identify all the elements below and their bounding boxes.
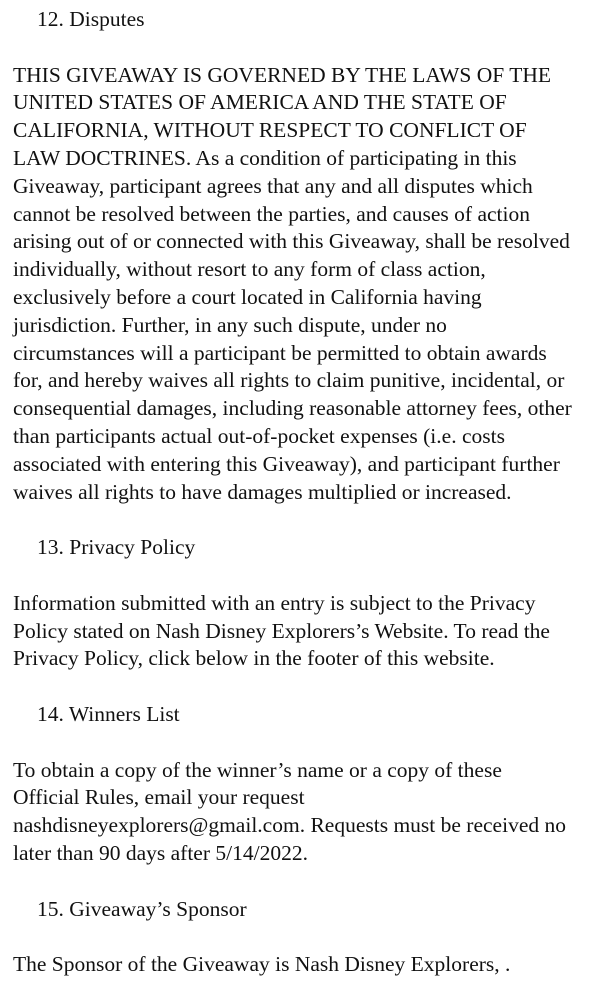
disputes-paragraph: [13, 62, 600, 507]
section-heading-giveaway-sponsor: 15. Giveaway’s Sponsor: [37, 896, 247, 921]
section-heading-winners-list: 14. Winners List: [37, 701, 180, 726]
rules-document: [13, 6, 600, 979]
spacer: [13, 562, 600, 590]
text-line: associated with entering this Giveaway), and participant further: [13, 451, 560, 476]
spacer: [13, 673, 600, 701]
text-line: Giveaway, participant agrees that any and all disputes which: [13, 173, 533, 198]
text-line: Official Rules, email your request: [13, 785, 305, 810]
text-line: waives all rights to have damages multiplied or increased.: [13, 479, 512, 504]
text-line: circumstances will a participant be permitted to obtain awards: [13, 340, 547, 365]
text-line: UNITED STATES OF AMERICA AND THE STATE OF: [13, 90, 507, 115]
spacer: [13, 923, 600, 951]
email-line[interactable]: nashdisneyexplorers@gmail.com. Requests must be received no: [13, 813, 566, 838]
text-line: The Sponsor of the Giveaway is Nash Disney Explorers, .: [13, 952, 511, 977]
section-heading-disputes: 12. Disputes: [37, 7, 145, 31]
text-line: cannot be resolved between the parties, and causes of action: [13, 201, 530, 226]
text-line: exclusively before a court located in California having: [13, 284, 482, 309]
sponsor-paragraph: [13, 951, 600, 979]
spacer: [13, 506, 600, 534]
text-line: THIS GIVEAWAY IS GOVERNED BY THE LAWS OF THE: [13, 62, 552, 87]
winners-paragraph: [13, 757, 600, 868]
text-line: consequential damages, including reasonable attorney fees, other: [13, 396, 572, 421]
spacer: [13, 868, 600, 896]
section-heading-privacy-policy: 13. Privacy Policy: [37, 535, 196, 560]
text-line: arising out of or connected with this Giveaway, shall be resolved: [13, 229, 570, 254]
spacer: [13, 729, 600, 757]
text-line: than participants actual out-of-pocket expenses (i.e. costs: [13, 423, 505, 448]
text-line: Policy stated on Nash Disney Explorers’s Website. To read the: [13, 618, 550, 643]
text-line: LAW DOCTRINES. As a condition of participating in this: [13, 145, 517, 170]
text-line: To obtain a copy of the winner’s name or a copy of these: [13, 757, 502, 782]
text-line: for, and hereby waives all rights to claim punitive, incidental, or: [13, 368, 565, 393]
spacer: [13, 34, 600, 62]
text-line: jurisdiction. Further, in any such dispute, under no: [13, 312, 447, 337]
text-line: CALIFORNIA, WITHOUT RESPECT TO CONFLICT OF: [13, 118, 527, 143]
text-line: later than 90 days after 5/14/2022.: [13, 840, 308, 865]
text-line: Privacy Policy, click below in the footer of this website.: [13, 646, 495, 671]
text-line: Information submitted with an entry is subject to the Privacy: [13, 590, 536, 615]
privacy-paragraph: [13, 590, 600, 673]
text-line: individually, without resort to any form of class action,: [13, 257, 486, 282]
